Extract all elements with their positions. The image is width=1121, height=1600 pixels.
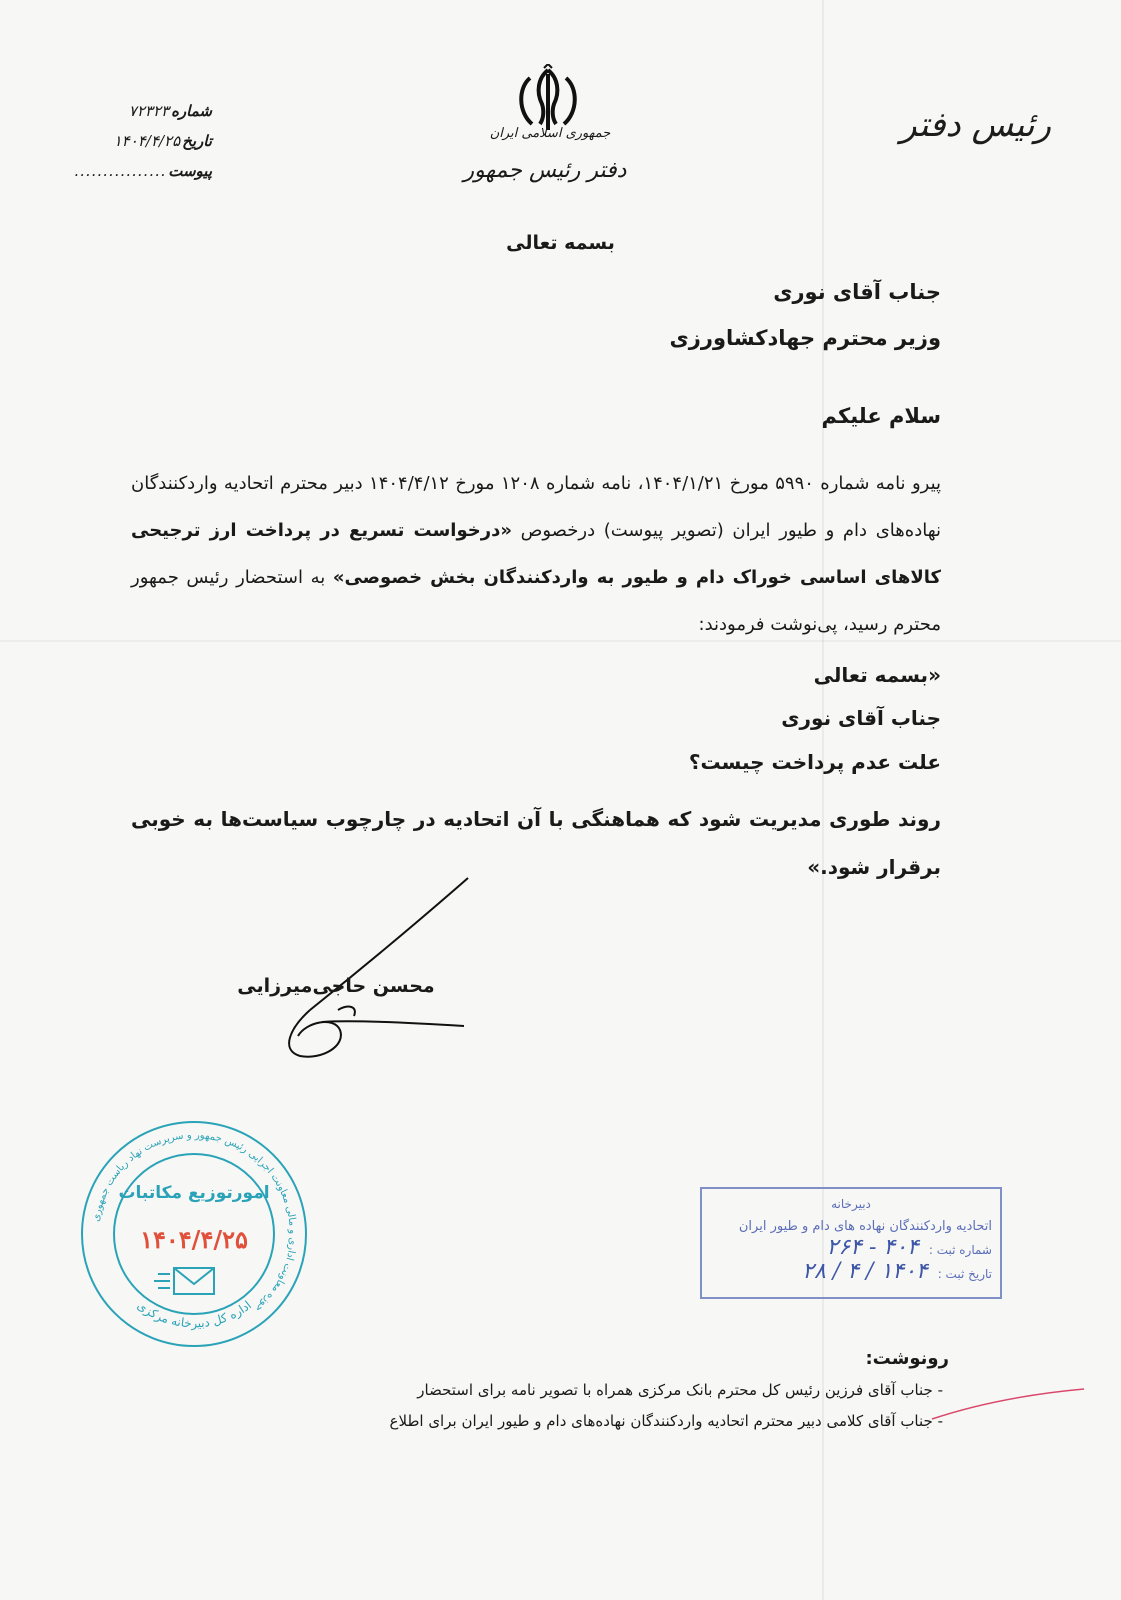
attachment-value: ................: [73, 162, 167, 180]
date-row: [52, 126, 212, 156]
quote-invocation: «بسمه تعالی: [813, 663, 941, 687]
body-text-bold: «درخواست تسریع در پرداخت ارز ترجیحی کالاهای اساسی خوراک دام و طیور به واردکنندگان بخش خصوصی»: [131, 520, 941, 588]
signer-name: محسن حاجی‌میرزایی: [237, 975, 435, 997]
envelope-icon: [154, 1268, 214, 1294]
cc-item-2: - جناب آقای کلامی دبیر محترم اتحادیه واردکنندگان نهاده‌های دام و طیور ایران برای اطلاع: [389, 1412, 943, 1430]
side-form-note: [36, 1310, 66, 1480]
office-name: دفتر رئیس جمهور: [463, 158, 627, 183]
greeting: سلام علیکم: [821, 404, 941, 428]
registry-org: اتحادیه واردکنندگان نهاده های دام و طیور ایران: [738, 1219, 992, 1234]
red-pen-mark-icon: [928, 1385, 1088, 1425]
registry-stamp: [700, 1187, 1002, 1299]
registry-number-label: شماره ثبت :: [928, 1243, 992, 1257]
registry-date-label: تاریخ ثبت :: [937, 1267, 992, 1281]
registry-date-row: [710, 1259, 992, 1284]
registry-date-value: ۱۴۰۴ / ۴ / ۲۸: [802, 1259, 928, 1284]
stamp-inner-title: امورتوزیع مکاتبات: [118, 1183, 270, 1203]
signature-icon: [250, 860, 490, 1070]
registry-number-value: ۴۰۴ - ۲۶۴: [826, 1235, 919, 1260]
number-label: شماره: [171, 102, 212, 120]
stamp-date: ۱۴۰۴/۴/۲۵: [140, 1225, 248, 1254]
emblem-caption: جمهوری اسلامی ایران: [489, 126, 611, 141]
registry-title: دبیرخانه: [831, 1197, 871, 1211]
recipient-name: جناب آقای نوری: [773, 280, 941, 304]
attachment-row: [52, 156, 212, 186]
registry-number-row: [710, 1235, 992, 1260]
distribution-stamp-icon: [78, 1118, 310, 1350]
office-head-handwritten: رئیس دفتر: [900, 105, 1051, 145]
quote-question: علت عدم پرداخت چیست؟: [688, 750, 941, 774]
number-value: ۷۲۳۲۳: [128, 102, 170, 120]
letter-metadata: [52, 96, 212, 186]
date-label: تاریخ: [182, 132, 212, 150]
number-row: [52, 96, 212, 126]
letter-body: [131, 460, 941, 648]
recipient-title: وزیر محترم جهادکشاورزی: [669, 326, 941, 350]
stamp-outer-text: حوزه معاونت اداری و مالی معاونت اجرایی رئیس جمهور و سرپرست نهاد ریاست جمهوری: [90, 1129, 299, 1315]
cc-title: رونوشت:: [865, 1348, 949, 1369]
invocation-title: بسمه تعالی: [506, 232, 615, 254]
attachment-label: پیوست: [168, 162, 212, 180]
body-text-2: به استحضار رئیس جمهور محترم رسید، پی‌نوشت فرمودند:: [131, 567, 941, 635]
cc-item-1: - جناب آقای فرزین رئیس کل محترم بانک مرکزی همراه با تصویر نامه برای استحضار: [417, 1381, 943, 1399]
quote-directive: روند طوری مدیریت شود که هماهنگی با آن اتحادیه در چارچوب سیاست‌ها به خوبی برقرار شود.»: [131, 807, 941, 879]
stamp-bottom-text: اداره کل دبیرخانه مرکزی: [134, 1297, 255, 1331]
date-value: ۱۴۰۴/۴/۲۵: [113, 132, 181, 150]
quote-recipient: جناب آقای نوری: [781, 706, 941, 730]
body-text-1: پیرو نامه شماره ۵۹۹۰ مورخ ۱۴۰۴/۱/۲۱، نامه شماره ۱۲۰۸ مورخ ۱۴۰۴/۴/۱۲ دبیر محترم اتحادیه واردکنندگان نهاده‌های دام و طیور ایران (تصویر پیوست) درخصوص: [131, 473, 942, 541]
